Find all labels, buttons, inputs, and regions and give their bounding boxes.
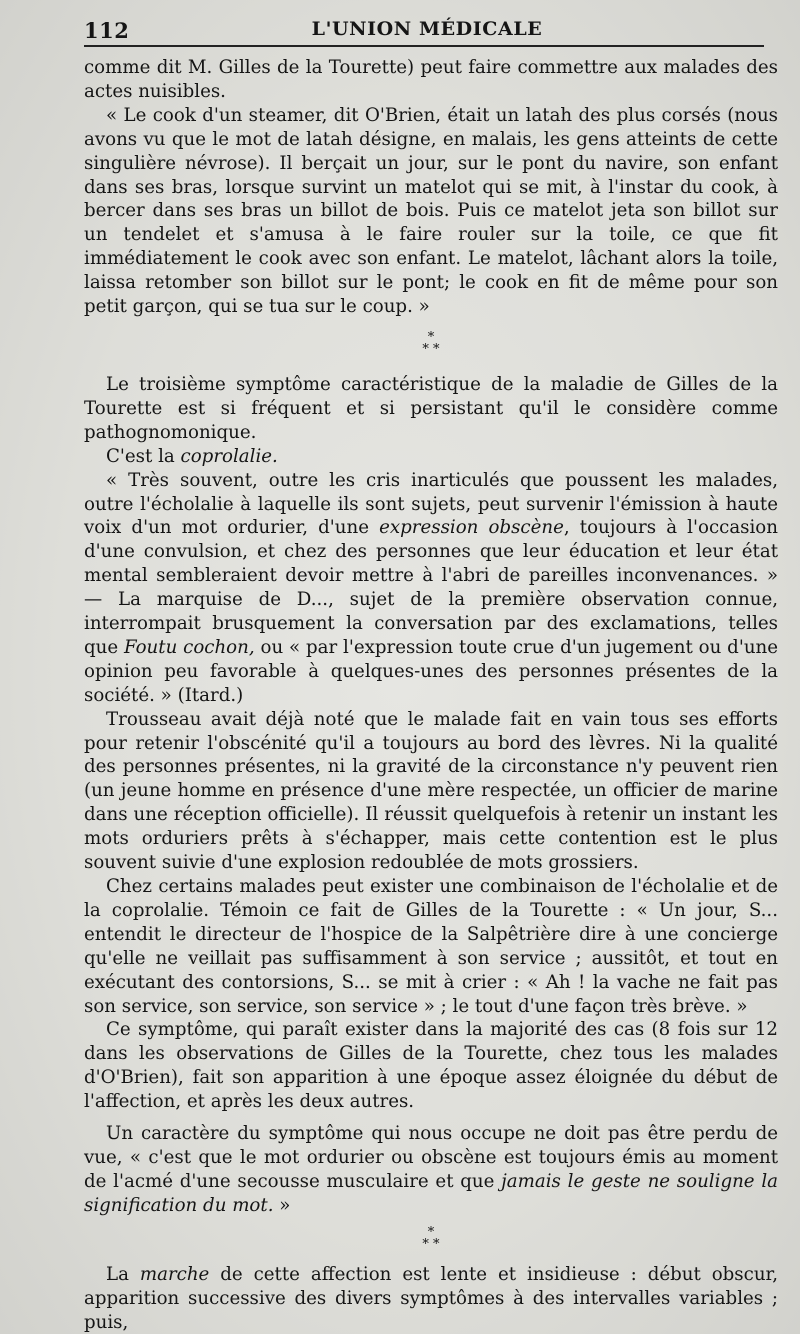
paragraph-5-part-c: ou « par l'expression toute crue d'un jugement ou d'une opinion peu favorable à quelques-unes des personnes présentes de la société. » (Itard.) <box>84 636 779 706</box>
exclamation-quote: Foutu cochon, <box>123 636 255 658</box>
paragraph-8: Ce symptôme, qui paraît exister dans la majorité des cas (8 fois sur 12 dans les observations de Gilles de la Tourette, chez tous les malades d'O'Brien), fait son apparition à une époque assez éloignée du début de l'affection, et après les deux autres. <box>84 1019 778 1113</box>
asterism-2-bottom: * * <box>422 1236 440 1252</box>
paragraph-10-part-b: de cette affection est lente et insidieuse : début obscur, apparition successive des divers symptômes à des intervalles variables ; puis, <box>84 1263 779 1333</box>
marche-term: marche <box>139 1263 210 1285</box>
paragraph-5 <box>84 469 778 708</box>
asterism-1-top: * <box>427 329 435 345</box>
paragraph-9-part-a: Un caractère du symptôme qui nous occupe ne doit pas être perdu de vue, « c'est que le mot ordurier ou obscène est toujours émis au moment de l'acmé d'une secousse musculaire et que <box>84 1123 778 1192</box>
paragraph-10 <box>84 1263 778 1334</box>
paragraph-1: comme dit M. Gilles de la Tourette) peut faire commettre aux malades des actes nuisibles. <box>84 57 778 102</box>
running-title: L'UNION MÉDICALE <box>311 18 543 40</box>
paragraph-4 <box>84 445 778 469</box>
page-number: 112 <box>84 18 130 43</box>
paragraph-2: « Le cook d'un steamer, dit O'Brien, était un latah des plus corsés (nous avons vu que le mot de latah désigne, en malais, les gens atteints de cette singulière névrose). Il berçait un jour, sur le pont du navire, son enfant dans ses bras, lorsque survint un matelot qui se mit, à l'instar du cook, à bercer dans ses bras un billot de bois. Puis ce matelot jeta son billot sur un tendelet et s'amusa à le faire rouler sur la toile, ce que fit immédiatement le cook avec son enfant. Le matelot, lâchant alors la toile, laissa retomber son billot sur le pont; le cook en fit de même pour son petit garçon, qui se tua sur le coup. » <box>84 104 778 318</box>
asterism-1-bottom: * * <box>422 341 440 357</box>
paragraph-9-part-b: » <box>273 1194 291 1216</box>
asterism-2-top: * <box>427 1224 435 1240</box>
paragraph-5-part-b: , toujours à l'occasion d'une convulsion, et chez des personnes que leur éducation et leur état mental sembleraient devoir mettre à l'abri de pareilles inconvenances. » — La marquise de D..., sujet de la première observation connue, interrompait brusquement la conversation par des exclamations, telles que <box>84 517 778 658</box>
paragraph-9 <box>84 1122 778 1218</box>
paragraph-10-part-a: La <box>106 1263 140 1285</box>
header-rule <box>84 45 764 47</box>
paragraph-7: Chez certains malades peut exister une combinaison de l'écholalie et de la coprolalie. Témoin ce fait de Gilles de la Tourette : « Un jour, S... entendit le directeur de l'hospice de la Salpêtrière dire à une concierge qu'elle ne veillait pas suffisamment à son service ; aussitôt, et tout en exécutant des contorsions, S... se mit à crier : « Ah ! la vache ne fait pas son service, son service, son service » ; le tout d'une façon très brève. » <box>84 876 778 1017</box>
paragraph-3: Le troisième symptôme caractéristique de la maladie de Gilles de la Tourette est si fréquent et si persistant qu'il le considère comme pathognomonique. <box>84 373 778 443</box>
asterism-divider-2 <box>84 1224 778 1252</box>
paragraph-4-text: C'est la <box>106 445 181 467</box>
obscene-expression-term: expression obscène <box>379 517 564 539</box>
page-header <box>84 14 770 48</box>
paragraph-5-part-a: « Très souvent, outre les cris inarticulés que poussent les malades, outre l'écholalie à laquelle ils sont sujets, peut survenir l'émission à haute voix d'un mot ordurier, d'une <box>84 469 778 539</box>
paragraph-6: Trousseau avait déjà noté que le malade fait en vain tous ses efforts pour retenir l'obscénité qu'il a toujours au bord des lèvres. Ni la qualité des personnes présentes, ni la gravité de la circonstance n'y peuvent rien (un jeune homme en présence d'une mère respectée, un officier de marine dans une réception officielle). Il réussit quelquefois à retenir un instant les mots orduriers prêts à s'échapper, mais cette contention est le plus souvent suivie d'une explosion redoublée de mots grossiers. <box>84 708 778 874</box>
coprolalie-term: coprolalie. <box>180 445 278 467</box>
body-text <box>84 56 778 1334</box>
asterism-divider-1 <box>84 329 778 357</box>
gesture-clause: jamais le geste ne souligne la signification du mot. <box>84 1170 778 1216</box>
